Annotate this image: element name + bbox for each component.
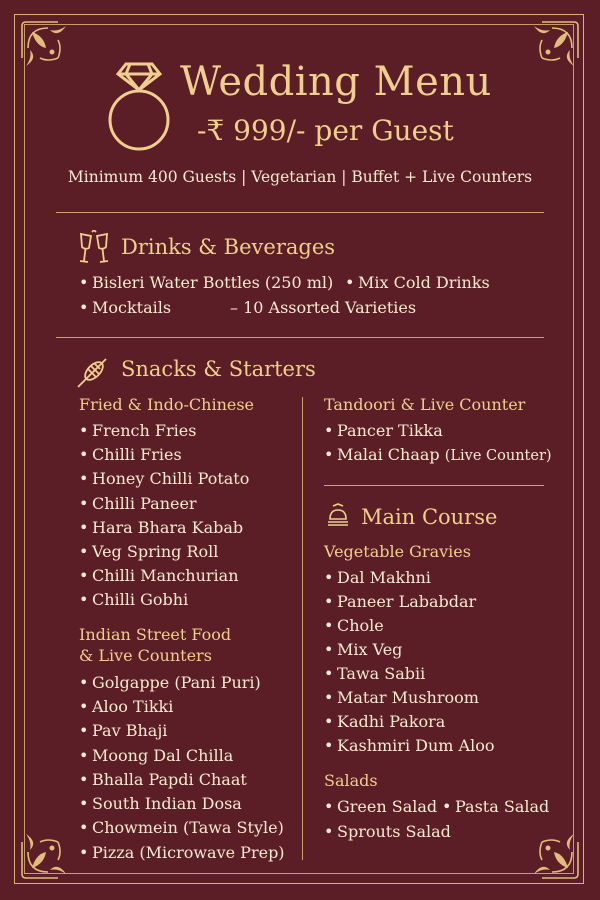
list-item: • Chole <box>324 616 384 635</box>
list-item: • Chowmein (Tawa Style) <box>79 818 284 837</box>
list-item: • Veg Spring Roll <box>79 542 219 561</box>
list-item: • Chilli Paneer <box>79 494 197 513</box>
list-item: • Kashmiri Dum Aloo <box>324 736 495 755</box>
divider <box>56 337 544 338</box>
list-item: • Pav Bhaji <box>79 721 168 740</box>
subheading-street-food-line2: & Live Counters <box>79 646 212 665</box>
list-item: • Chilli Manchurian <box>79 566 239 585</box>
list-item: • Chilli Gobhi <box>79 590 189 609</box>
corner-ornament-icon <box>520 18 582 80</box>
list-item: • Sprouts Salad <box>324 822 451 841</box>
subheading-salads: Salads <box>324 771 378 790</box>
list-item: • South Indian Dosa <box>79 794 242 813</box>
list-item: • French Fries <box>79 421 197 440</box>
list-item: • Kadhi Pakora <box>324 712 446 731</box>
subheading-gravies: Vegetable Gravies <box>324 542 471 561</box>
list-item: • Chilli Fries <box>79 445 182 464</box>
corner-ornament-icon <box>18 820 80 882</box>
subheading-fried: Fried & Indo-Chinese <box>79 395 255 414</box>
divider <box>324 485 544 486</box>
list-item: • Aloo Tikki <box>79 697 174 716</box>
subheading-street-food: Indian Street Food <box>79 625 232 644</box>
price-per-guest: -₹ 999/- per Guest <box>197 114 454 147</box>
ring-icon <box>106 60 172 154</box>
list-item: • Pasta Salad <box>442 797 550 816</box>
list-item: • Mix Cold Drinks <box>345 273 490 292</box>
list-item: • Bhalla Papdi Chaat <box>79 770 247 789</box>
menu-subtitle: Minimum 400 Guests | Vegetarian | Buffet + Live Counters <box>67 168 533 186</box>
subheading-tandoori: Tandoori & Live Counter <box>324 395 526 414</box>
glasses-icon <box>78 230 110 270</box>
page-title: Wedding Menu <box>180 59 492 105</box>
list-item: • Pancer Tikka <box>324 421 443 440</box>
list-item: • Matar Mushroom <box>324 688 479 707</box>
section-heading-drinks: Drinks & Beverages <box>121 235 336 259</box>
divider <box>56 212 544 213</box>
list-item: • Hara Bhara Kabab <box>79 518 244 537</box>
cloche-icon <box>326 503 350 533</box>
list-item-note: – 10 Assorted Varieties <box>230 298 417 317</box>
list-item: • Pizza (Microwave Prep) <box>79 843 285 862</box>
column-divider <box>302 397 303 860</box>
list-item: • Mix Veg <box>324 640 403 659</box>
list-item: • Golgappe (Pani Puri) <box>79 673 261 692</box>
list-item: • Honey Chilli Potato <box>79 469 250 488</box>
corner-ornament-icon <box>18 18 80 80</box>
list-item: • Bisleri Water Bottles (250 ml) <box>79 273 334 292</box>
list-item: • Green Salad <box>324 797 438 816</box>
list-item: • Malai Chaap (Live Counter) <box>324 445 552 464</box>
section-heading-main-course: Main Course <box>361 505 498 529</box>
corner-ornament-icon <box>520 820 582 882</box>
list-item: • Tawa Sabii <box>324 664 426 683</box>
list-item: • Paneer Lababdar <box>324 592 477 611</box>
list-item: • Dal Makhni <box>324 568 431 587</box>
list-item: • Moong Dal Chilla <box>79 746 234 765</box>
list-item: • Mocktails <box>79 298 172 317</box>
section-heading-snacks: Snacks & Starters <box>121 357 316 381</box>
skewer-icon <box>76 355 110 393</box>
